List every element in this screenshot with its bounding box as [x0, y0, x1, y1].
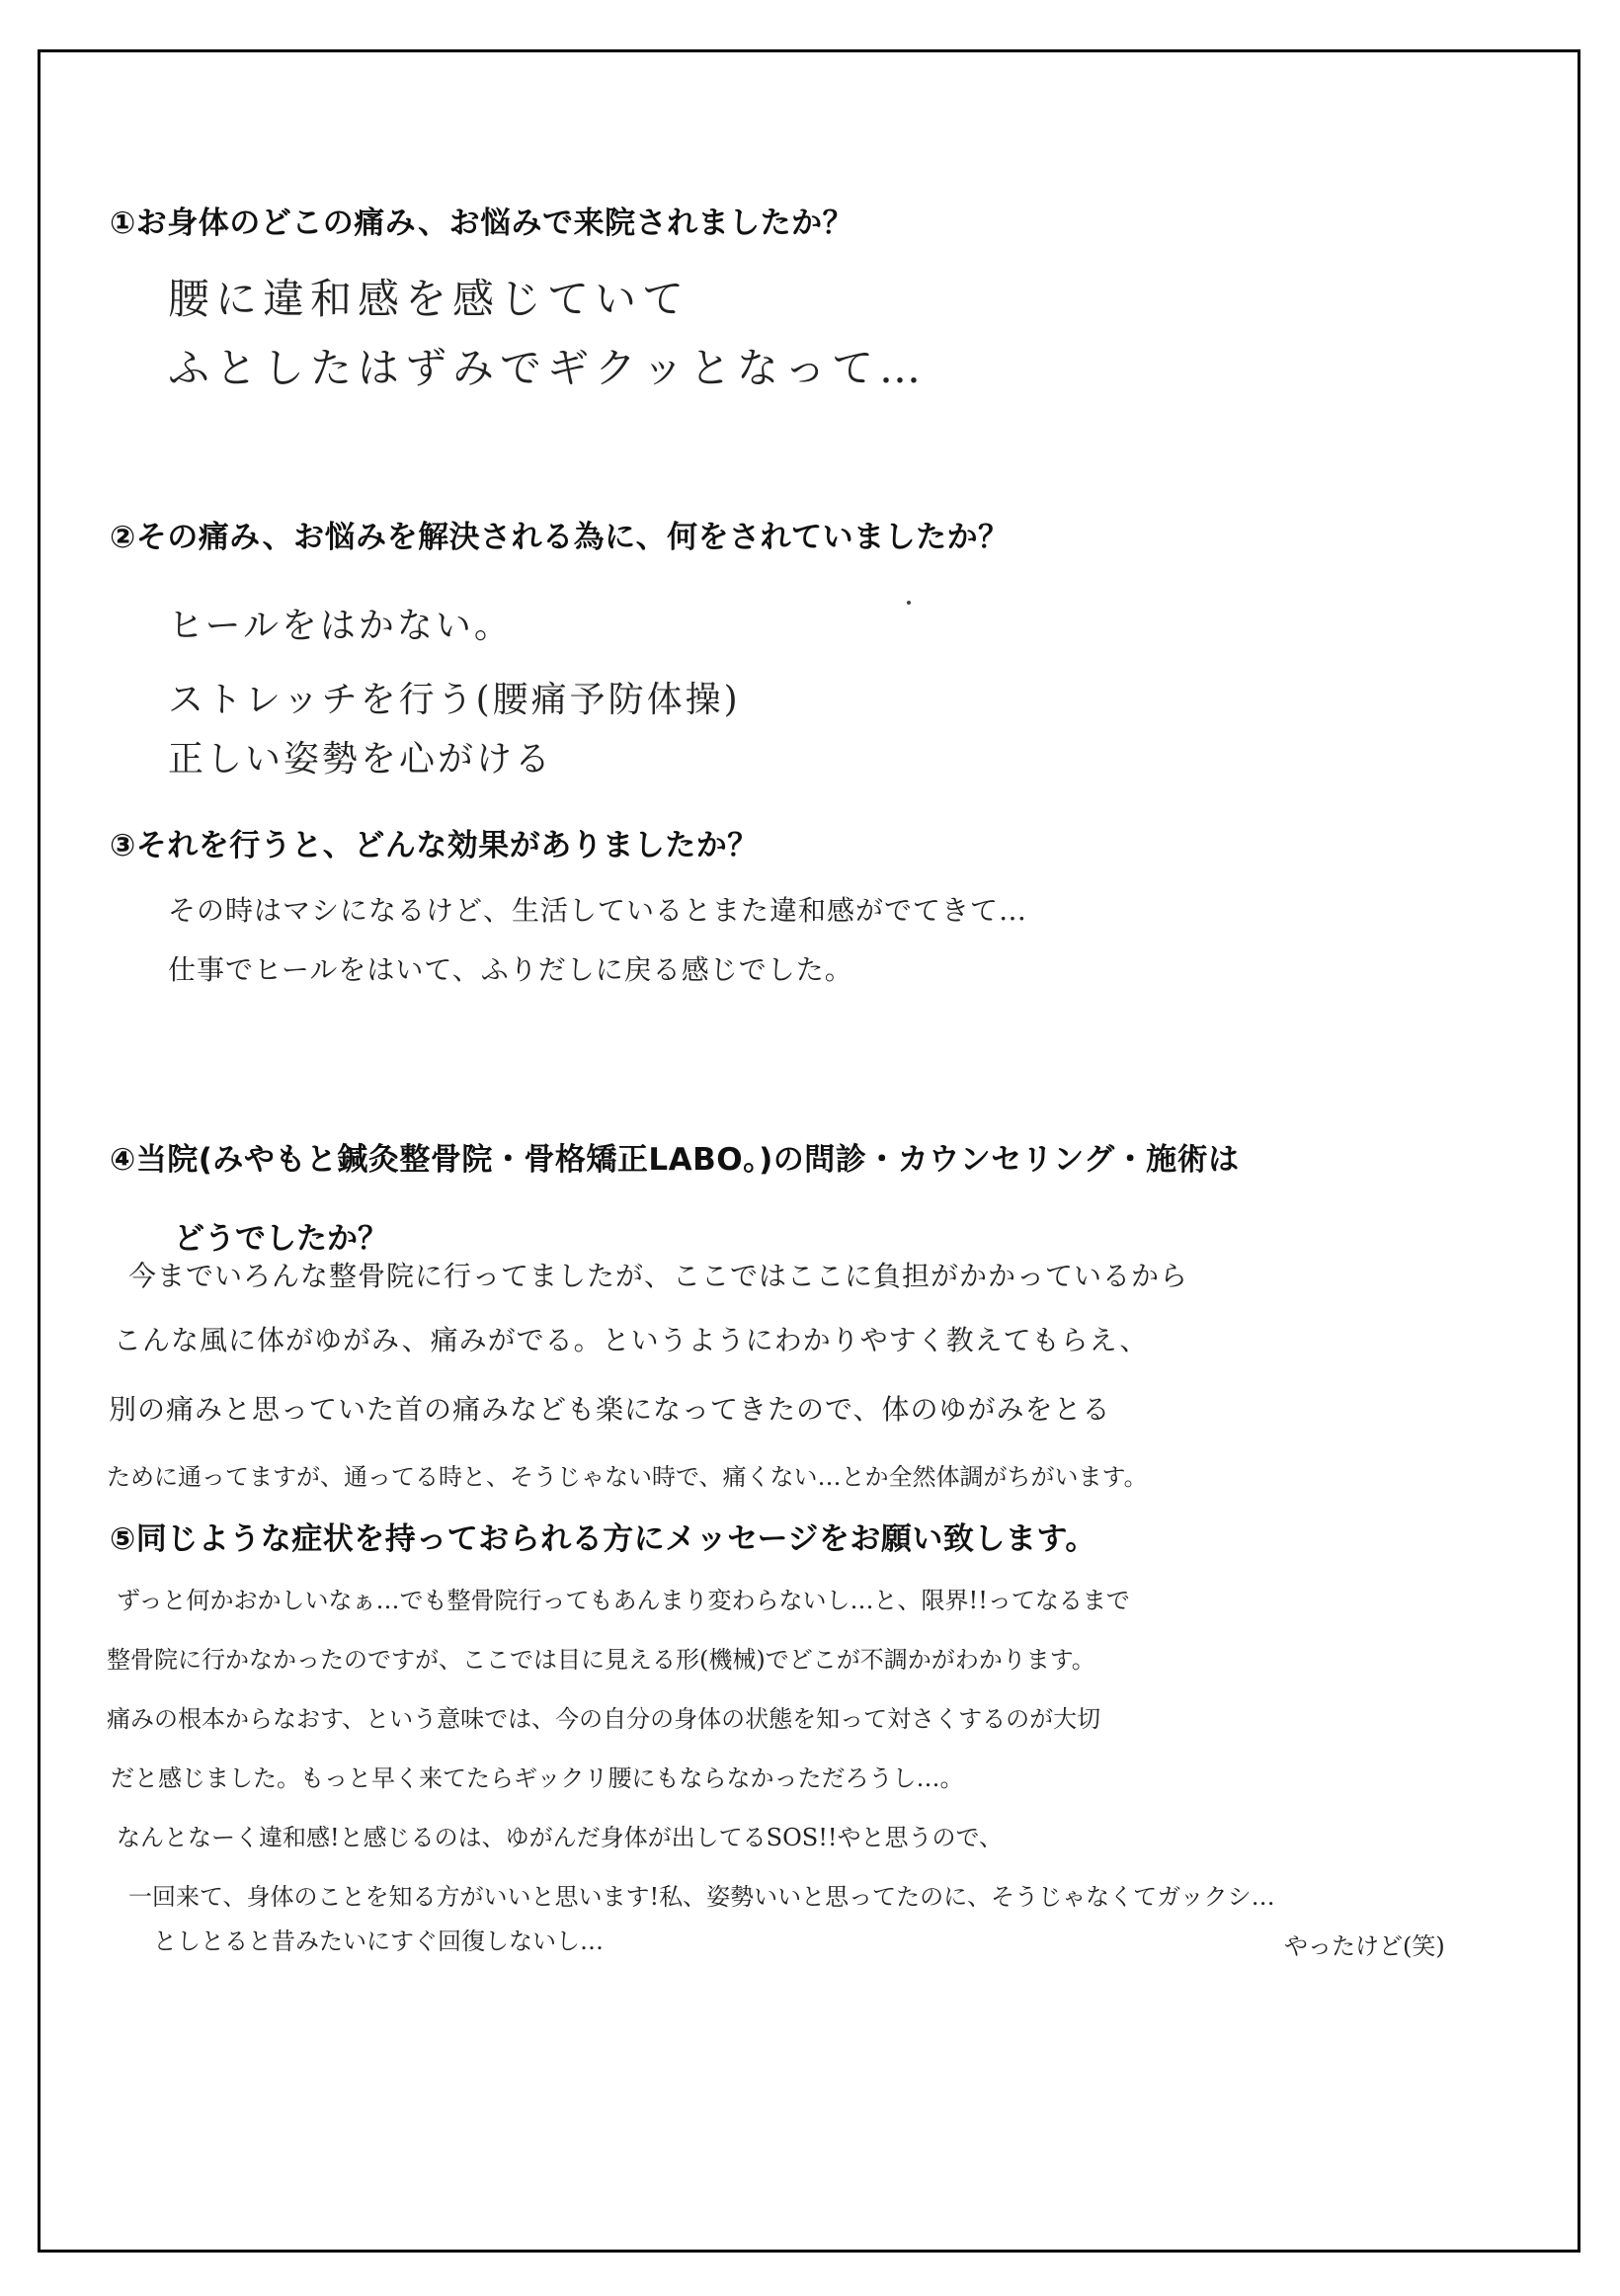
answer-4-line-1: 今までいろんな整骨院に行ってましたが、ここではここに負担がかかっているから: [128, 1260, 1189, 1292]
answer-5-aside: やったけど(笑): [1284, 1932, 1445, 1960]
answer-5-line-6: 一回来て、身体のことを知る方がいいと思います!私、姿勢いいと思ってたのに、そうじゃなくてガックシ…: [128, 1883, 1275, 1911]
answer-5-line-3: 痛みの根本からなおす、という意味では、今の自分の身体の状態を知って対さくするのが大切: [107, 1705, 1101, 1733]
question-5: ⑤同じような症状を持っておられる方にメッセージをお願い致します。: [110, 1521, 1096, 1557]
answer-4-line-2: こんな風に体がゆがみ、痛みがでる。というようにわかりやすく教えてもらえ、: [114, 1324, 1149, 1356]
answer-4-line-4: ために通ってますが、通ってる時と、そうじゃない時で、痛くない…とか全然体調がちがいます。: [107, 1463, 1148, 1491]
question-4-continued: どうでしたか？: [174, 1221, 388, 1257]
ink-dot: [907, 601, 911, 605]
answer-2-line-1: ヒールをはかない。: [168, 606, 513, 646]
question-2: ②その痛み、お悩みを解決される為に、何をされていましたか？: [110, 520, 1010, 555]
answer-1-line-1: 腰に違和感を感じていて: [168, 275, 690, 323]
answer-5-line-5: なんとなーく違和感!と感じるのは、ゆがんだ身体が出してるSOS!!やと思うので、: [117, 1824, 1004, 1851]
question-3: ③それを行うと、どんな効果がありましたか？: [110, 828, 759, 863]
answer-3-line-1: その時はマシになるけど、生活しているとまた違和感がでてきて…: [168, 894, 1028, 927]
answer-5-line-4: だと感じました。もっと早く来てたらギックリ腰にもならなかっただろうし…。: [111, 1764, 964, 1792]
question-1: ①お身体のどこの痛み、お悩みで来院されましたか？: [110, 205, 854, 241]
answer-5-line-7: としとると昔みたいにすぐ回復しないし…: [153, 1927, 604, 1955]
answer-5-line-1: ずっと何かおかしいなぁ…でも整骨院行ってもあんまり変わらないし…と、限界!!ってなるまで: [117, 1587, 1130, 1614]
answer-2-line-2: ストレッチを行う(腰痛予防体操): [168, 680, 741, 720]
answer-4-line-3: 別の痛みと思っていた首の痛みなども楽になってきたので、体のゆがみをとる: [109, 1393, 1111, 1426]
answer-5-line-2: 整骨院に行かなかったのですが、ここでは目に見える形(機械)でどこが不調かがわかります。: [107, 1646, 1095, 1674]
question-4: ④当院(みやもと鍼灸整骨院・骨格矯正LABO。)の問診・カウンセリング・施術は: [110, 1142, 1240, 1178]
answer-3-line-2: 仕事でヒールをはいて、ふりだしに戻る感じでした。: [168, 953, 853, 986]
answer-1-line-2: ふとしたはずみでギクッとなって…: [168, 344, 928, 392]
answer-2-line-3: 正しい姿勢を心がける: [168, 739, 554, 779]
